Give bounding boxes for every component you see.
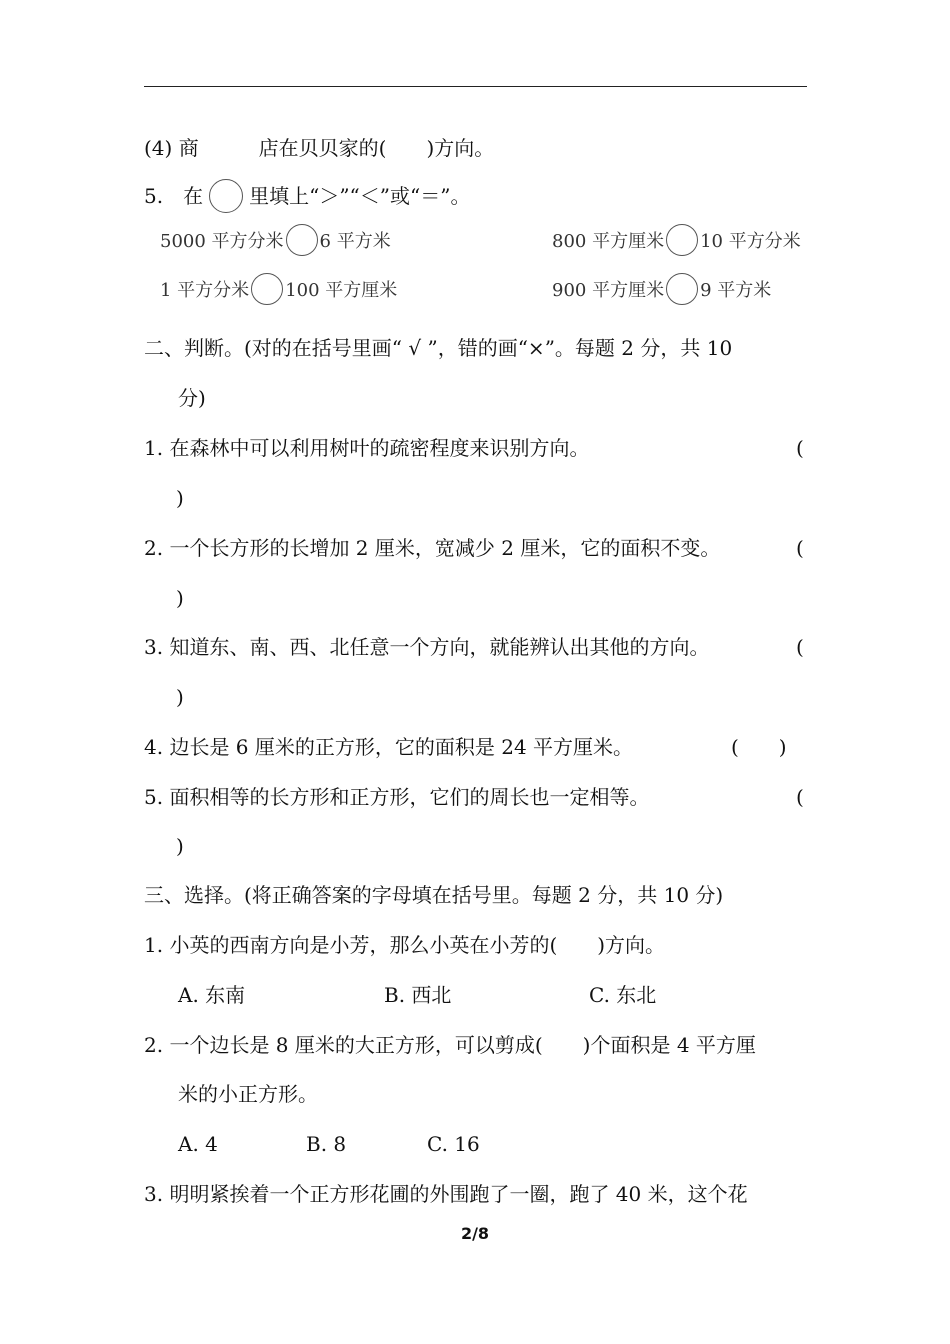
compare-left: 5000 平方分米 [160, 231, 284, 252]
compare-right: 10 平方分米 [700, 231, 801, 252]
answer-paren-close[interactable]: ) [176, 834, 184, 858]
q5-prefix: 5. 在 [144, 184, 204, 208]
question-5-instruction [144, 182, 470, 213]
compare-left: 900 平方厘米 [552, 280, 665, 301]
answer-circle-icon[interactable] [666, 224, 698, 256]
compare-item [160, 228, 391, 256]
answer-circle-icon[interactable] [286, 224, 318, 256]
option-c[interactable]: C. 东北 [589, 983, 657, 1007]
q5-suffix: 里填上“＞”“＜”或“＝”。 [249, 184, 471, 208]
answer-circle-icon [209, 179, 243, 213]
option-a[interactable]: A. 4 [178, 1132, 218, 1156]
judge-item-3: 3. 知道东、南、西、北任意一个方向，就能辨认出其他的方向。 [144, 635, 710, 659]
option-b[interactable]: B. 西北 [384, 983, 452, 1007]
choice-question-2: 2. 一个边长是 8 厘米的大正方形，可以剪成( )个面积是 4 平方厘 [144, 1033, 756, 1057]
option-b[interactable]: B. 8 [306, 1132, 347, 1156]
page-number: 2/8 [460, 1224, 490, 1243]
answer-paren-open[interactable]: ( [796, 436, 804, 460]
compare-item [160, 277, 397, 305]
answer-circle-icon[interactable] [666, 273, 698, 305]
answer-paren-close[interactable]: ) [176, 586, 184, 610]
answer-circle-icon[interactable] [251, 273, 283, 305]
answer-paren-open[interactable]: ( [796, 785, 804, 809]
answer-paren-close[interactable]: ) [176, 685, 184, 709]
section-2-title: 二、判断。(对的在括号里画“ √ ”，错的画“×”。每题 2 分，共 10 [144, 336, 733, 360]
judge-item-2: 2. 一个长方形的长增加 2 厘米，宽减少 2 厘米，它的面积不变。 [144, 536, 721, 560]
compare-item [552, 277, 771, 305]
compare-item [552, 228, 801, 256]
compare-right: 6 平方米 [319, 231, 391, 252]
answer-paren-open[interactable]: ( [796, 635, 804, 659]
choice-question-1: 1. 小英的西南方向是小芳，那么小英在小芳的( )方向。 [144, 933, 666, 957]
judge-item-5: 5. 面积相等的长方形和正方形，它们的周长也一定相等。 [144, 785, 650, 809]
judge-item-4: 4. 边长是 6 厘米的正方形，它的面积是 24 平方厘米。 [144, 735, 634, 759]
choice-question-2-cont: 米的小正方形。 [178, 1082, 318, 1106]
compare-left: 800 平方厘米 [552, 231, 665, 252]
answer-paren-close[interactable]: ) [176, 486, 184, 510]
question-4-sub: (4) 商 店在贝贝家的( )方向。 [144, 136, 495, 160]
compare-left: 1 平方分米 [160, 280, 250, 301]
section-2-title-cont: 分) [178, 386, 206, 410]
option-c[interactable]: C. 16 [427, 1132, 480, 1156]
section-3-title: 三、选择。(将正确答案的字母填在括号里。每题 2 分，共 10 分) [144, 883, 724, 907]
answer-paren[interactable]: ( ) [731, 735, 787, 759]
compare-right: 9 平方米 [700, 280, 772, 301]
header-rule [144, 86, 807, 87]
answer-paren-open[interactable]: ( [796, 536, 804, 560]
judge-item-1: 1. 在森林中可以利用树叶的疏密程度来识别方向。 [144, 436, 590, 460]
option-a[interactable]: A. 东南 [178, 983, 246, 1007]
compare-right: 100 平方厘米 [285, 280, 398, 301]
choice-question-3: 3. 明明紧挨着一个正方形花圃的外围跑了一圈，跑了 40 米，这个花 [144, 1182, 748, 1206]
